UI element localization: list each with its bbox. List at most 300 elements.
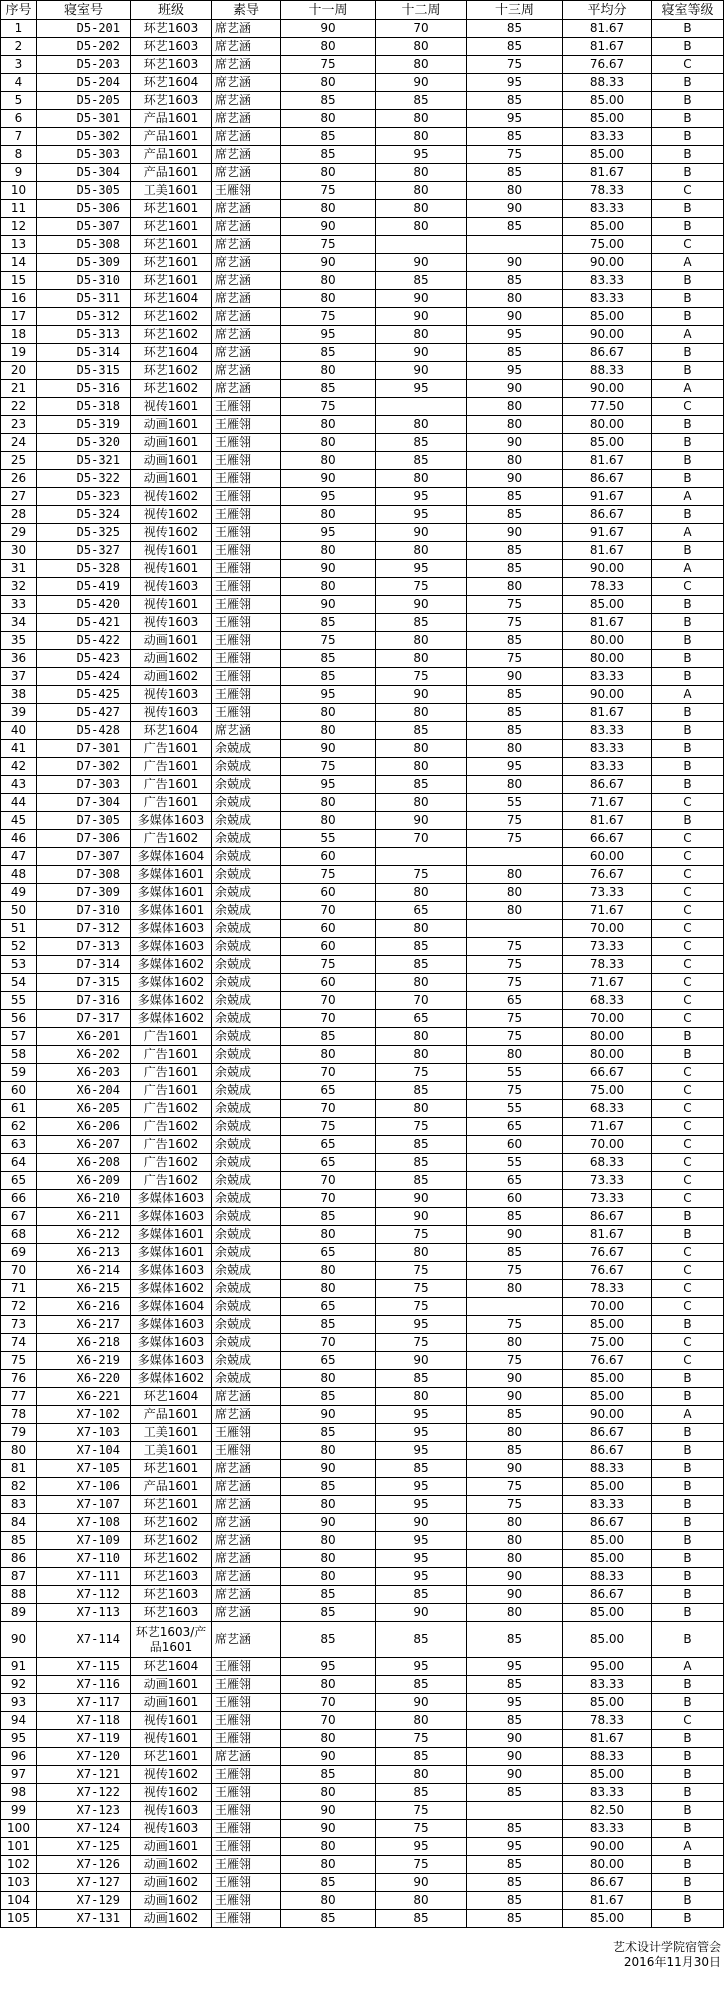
cell-class: 广告1601: [131, 758, 212, 776]
cell-class: 广告1601: [131, 776, 212, 794]
cell-grade: C: [652, 1064, 724, 1082]
cell-advisor: 余兢成: [212, 1244, 281, 1262]
cell-advisor: 王雁翎: [212, 686, 281, 704]
cell-class: 广告1602: [131, 1100, 212, 1118]
cell-average: 68.33: [563, 1100, 652, 1118]
cell-week-12: 75: [376, 668, 467, 686]
cell-grade: B: [652, 1424, 724, 1442]
cell-week-12: 85: [376, 1370, 467, 1388]
cell-class: 环艺1603: [131, 1586, 212, 1604]
cell-week-13: 55: [467, 1154, 563, 1172]
cell-index: 85: [1, 1532, 37, 1550]
table-row: [1, 1118, 724, 1136]
cell-index: 88: [1, 1586, 37, 1604]
cell-grade: C: [652, 866, 724, 884]
cell-grade: C: [652, 236, 724, 254]
cell-week-13: 80: [467, 452, 563, 470]
cell-index: 72: [1, 1298, 37, 1316]
table-row: [1, 560, 724, 578]
cell-advisor: 余兢成: [212, 866, 281, 884]
cell-class: 环艺1604: [131, 74, 212, 92]
cell-week-11: 80: [281, 1550, 376, 1568]
cell-room: D5-201: [37, 20, 131, 38]
cell-index: 69: [1, 1244, 37, 1262]
cell-grade: B: [652, 614, 724, 632]
cell-advisor: 余兢成: [212, 1154, 281, 1172]
cell-class: 多媒体1602: [131, 974, 212, 992]
cell-advisor: 余兢成: [212, 812, 281, 830]
cell-average: 78.33: [563, 1280, 652, 1298]
cell-average: 80.00: [563, 416, 652, 434]
cell-class: 视传1601: [131, 1730, 212, 1748]
cell-room: X6-212: [37, 1226, 131, 1244]
cell-week-11: 80: [281, 434, 376, 452]
cell-room: D5-422: [37, 632, 131, 650]
cell-week-13: 80: [467, 884, 563, 902]
cell-week-12: 95: [376, 1838, 467, 1856]
cell-grade: B: [652, 1622, 724, 1658]
cell-grade: C: [652, 884, 724, 902]
cell-room: X7-131: [37, 1910, 131, 1928]
table-row: [1, 1550, 724, 1568]
cell-room: X6-218: [37, 1334, 131, 1352]
cell-average: 83.33: [563, 1784, 652, 1802]
cell-week-13: 85: [467, 560, 563, 578]
cell-week-11: 80: [281, 1532, 376, 1550]
cell-week-11: 85: [281, 92, 376, 110]
cell-class: 视传1601: [131, 596, 212, 614]
cell-advisor: 席艺涵: [212, 1496, 281, 1514]
cell-week-12: 75: [376, 1262, 467, 1280]
cell-average: 86.67: [563, 776, 652, 794]
cell-class: 环艺1603: [131, 92, 212, 110]
cell-class: 多媒体1601: [131, 1226, 212, 1244]
cell-advisor: 王雁翎: [212, 1784, 281, 1802]
cell-class: 环艺1601: [131, 272, 212, 290]
cell-average: 90.00: [563, 326, 652, 344]
cell-grade: C: [652, 902, 724, 920]
cell-room: X6-214: [37, 1262, 131, 1280]
table-row: [1, 344, 724, 362]
cell-week-13: 80: [467, 1046, 563, 1064]
cell-room: D7-310: [37, 902, 131, 920]
cell-room: X7-112: [37, 1586, 131, 1604]
cell-week-12: 80: [376, 884, 467, 902]
cell-index: 44: [1, 794, 37, 812]
cell-room: X6-204: [37, 1082, 131, 1100]
cell-advisor: 席艺涵: [212, 200, 281, 218]
cell-average: 85.00: [563, 146, 652, 164]
cell-week-12: 80: [376, 110, 467, 128]
cell-grade: B: [652, 416, 724, 434]
cell-week-13: 90: [467, 434, 563, 452]
cell-advisor: 席艺涵: [212, 1460, 281, 1478]
cell-class: 环艺1601: [131, 200, 212, 218]
cell-week-13: 85: [467, 164, 563, 182]
cell-room: X7-110: [37, 1550, 131, 1568]
cell-week-13: 85: [467, 1856, 563, 1874]
cell-grade: C: [652, 1136, 724, 1154]
cell-week-13: 80: [467, 1532, 563, 1550]
cell-room: D7-317: [37, 1010, 131, 1028]
cell-week-12: 85: [376, 1676, 467, 1694]
cell-advisor: 王雁翎: [212, 1910, 281, 1928]
cell-class: 产品1601: [131, 164, 212, 182]
cell-week-11: 80: [281, 542, 376, 560]
table-row: [1, 1226, 724, 1244]
cell-week-12: 70: [376, 20, 467, 38]
table-row: [1, 74, 724, 92]
cell-week-11: 80: [281, 1262, 376, 1280]
cell-week-13: 90: [467, 254, 563, 272]
cell-class: 多媒体1603: [131, 920, 212, 938]
cell-week-12: 90: [376, 254, 467, 272]
cell-week-12: 90: [376, 290, 467, 308]
cell-grade: B: [652, 596, 724, 614]
cell-average: 76.67: [563, 1352, 652, 1370]
cell-week-12: 80: [376, 1244, 467, 1262]
cell-grade: B: [652, 344, 724, 362]
cell-grade: B: [652, 1226, 724, 1244]
table-row: [1, 596, 724, 614]
table-row: [1, 1028, 724, 1046]
cell-week-12: 95: [376, 1550, 467, 1568]
cell-average: 73.33: [563, 1190, 652, 1208]
header-row: [1, 1, 724, 20]
cell-class: 环艺1602: [131, 1550, 212, 1568]
table-row: [1, 326, 724, 344]
table-row: [1, 200, 724, 218]
cell-average: 86.67: [563, 1514, 652, 1532]
cell-week-13: 75: [467, 56, 563, 74]
cell-week-13: 90: [467, 1370, 563, 1388]
cell-room: D5-305: [37, 182, 131, 200]
cell-week-12: 80: [376, 974, 467, 992]
cell-index: 56: [1, 1010, 37, 1028]
cell-week-11: 80: [281, 1730, 376, 1748]
cell-week-11: 65: [281, 1352, 376, 1370]
cell-class: 多媒体1601: [131, 1244, 212, 1262]
cell-week-13: 85: [467, 272, 563, 290]
cell-average: 83.33: [563, 668, 652, 686]
cell-class: 环艺1603: [131, 38, 212, 56]
cell-week-13: 85: [467, 128, 563, 146]
cell-week-11: 90: [281, 20, 376, 38]
cell-week-12: 90: [376, 1352, 467, 1370]
table-row: [1, 1874, 724, 1892]
cell-room: X6-208: [37, 1154, 131, 1172]
cell-grade: B: [652, 1478, 724, 1496]
cell-advisor: 席艺涵: [212, 1586, 281, 1604]
cell-average: 85.00: [563, 1316, 652, 1334]
cell-advisor: 余兢成: [212, 1136, 281, 1154]
cell-grade: B: [652, 650, 724, 668]
cell-average: 76.67: [563, 56, 652, 74]
cell-week-13: 90: [467, 1388, 563, 1406]
cell-grade: B: [652, 1766, 724, 1784]
cell-grade: C: [652, 398, 724, 416]
cell-week-12: 95: [376, 1658, 467, 1676]
cell-grade: C: [652, 956, 724, 974]
cell-week-12: 65: [376, 902, 467, 920]
cell-grade: B: [652, 164, 724, 182]
cell-week-12: 90: [376, 344, 467, 362]
cell-index: 52: [1, 938, 37, 956]
cell-average: 75.00: [563, 1334, 652, 1352]
cell-week-12: 85: [376, 722, 467, 740]
cell-class: 动画1602: [131, 668, 212, 686]
cell-week-11: 65: [281, 1244, 376, 1262]
cell-advisor: 席艺涵: [212, 92, 281, 110]
cell-week-12: 95: [376, 1424, 467, 1442]
cell-index: 9: [1, 164, 37, 182]
cell-week-13: 80: [467, 1280, 563, 1298]
cell-class: 环艺1604: [131, 722, 212, 740]
cell-room: X6-207: [37, 1136, 131, 1154]
table-row: [1, 20, 724, 38]
cell-advisor: 王雁翎: [212, 1856, 281, 1874]
cell-average: 80.00: [563, 632, 652, 650]
cell-grade: B: [652, 146, 724, 164]
table-row: [1, 956, 724, 974]
cell-average: 88.33: [563, 1568, 652, 1586]
table-row: [1, 524, 724, 542]
cell-week-12: 75: [376, 1226, 467, 1244]
cell-average: 81.67: [563, 614, 652, 632]
cell-average: 68.33: [563, 1154, 652, 1172]
cell-advisor: 席艺涵: [212, 1622, 281, 1658]
cell-grade: B: [652, 1586, 724, 1604]
cell-class: 动画1602: [131, 1856, 212, 1874]
cell-average: 85.00: [563, 1388, 652, 1406]
cell-class: 动画1601: [131, 1694, 212, 1712]
cell-week-12: 75: [376, 1064, 467, 1082]
table-row: [1, 1046, 724, 1064]
cell-advisor: 余兢成: [212, 1208, 281, 1226]
cell-week-13: 85: [467, 632, 563, 650]
cell-week-12: 80: [376, 1388, 467, 1406]
cell-week-11: 95: [281, 1658, 376, 1676]
cell-week-12: 85: [376, 956, 467, 974]
cell-average: 86.67: [563, 1442, 652, 1460]
table-row: [1, 1478, 724, 1496]
cell-grade: C: [652, 578, 724, 596]
cell-grade: A: [652, 560, 724, 578]
cell-advisor: 席艺涵: [212, 722, 281, 740]
cell-average: 85.00: [563, 1532, 652, 1550]
cell-average: 81.67: [563, 1730, 652, 1748]
cell-week-11: 85: [281, 1028, 376, 1046]
cell-advisor: 余兢成: [212, 1028, 281, 1046]
table-row: [1, 164, 724, 182]
cell-room: X6-221: [37, 1388, 131, 1406]
cell-index: 30: [1, 542, 37, 560]
cell-grade: C: [652, 830, 724, 848]
cell-week-11: 80: [281, 290, 376, 308]
cell-week-11: 85: [281, 380, 376, 398]
cell-week-13: 75: [467, 650, 563, 668]
footer-date: 2016年11月30日: [623, 1955, 721, 1969]
cell-room: X7-127: [37, 1874, 131, 1892]
cell-grade: A: [652, 254, 724, 272]
cell-advisor: 王雁翎: [212, 1892, 281, 1910]
cell-advisor: 余兢成: [212, 1064, 281, 1082]
cell-week-12: 85: [376, 272, 467, 290]
cell-week-13: 60: [467, 1136, 563, 1154]
cell-average: 85.00: [563, 1910, 652, 1928]
cell-week-12: 90: [376, 308, 467, 326]
cell-week-12: 80: [376, 56, 467, 74]
cell-grade: B: [652, 272, 724, 290]
cell-week-13: 75: [467, 1352, 563, 1370]
cell-average: 86.67: [563, 1424, 652, 1442]
cell-index: 7: [1, 128, 37, 146]
cell-week-13: 85: [467, 1676, 563, 1694]
table-row: [1, 1712, 724, 1730]
cell-week-11: 90: [281, 740, 376, 758]
table-row: [1, 866, 724, 884]
cell-grade: A: [652, 1838, 724, 1856]
cell-average: 85.00: [563, 110, 652, 128]
cell-advisor: 余兢成: [212, 1370, 281, 1388]
cell-week-13: [467, 236, 563, 254]
cell-week-13: 75: [467, 1496, 563, 1514]
cell-week-11: 90: [281, 1820, 376, 1838]
cell-advisor: 王雁翎: [212, 1712, 281, 1730]
cell-week-13: 95: [467, 1838, 563, 1856]
cell-average: 81.67: [563, 1892, 652, 1910]
cell-class: 环艺1601: [131, 218, 212, 236]
cell-grade: B: [652, 1784, 724, 1802]
cell-week-12: 85: [376, 938, 467, 956]
cell-room: X6-202: [37, 1046, 131, 1064]
cell-grade: C: [652, 974, 724, 992]
cell-average: 95.00: [563, 1658, 652, 1676]
table-row: [1, 506, 724, 524]
cell-average: 85.00: [563, 1766, 652, 1784]
cell-room: D5-323: [37, 488, 131, 506]
cell-advisor: 王雁翎: [212, 434, 281, 452]
cell-advisor: 席艺涵: [212, 146, 281, 164]
cell-class: 视传1601: [131, 560, 212, 578]
cell-class: 多媒体1604: [131, 848, 212, 866]
cell-week-11: 75: [281, 56, 376, 74]
cell-class: 视传1601: [131, 398, 212, 416]
cell-room: D5-313: [37, 326, 131, 344]
cell-week-12: 75: [376, 1856, 467, 1874]
cell-week-13: 75: [467, 1010, 563, 1028]
table-row: [1, 1280, 724, 1298]
cell-week-13: 85: [467, 1622, 563, 1658]
cell-week-11: 80: [281, 362, 376, 380]
cell-index: 21: [1, 380, 37, 398]
cell-index: 71: [1, 1280, 37, 1298]
cell-week-11: 80: [281, 1838, 376, 1856]
cell-week-12: 90: [376, 1190, 467, 1208]
cell-grade: A: [652, 524, 724, 542]
cell-index: 93: [1, 1694, 37, 1712]
cell-grade: B: [652, 1532, 724, 1550]
cell-room: D5-428: [37, 722, 131, 740]
cell-average: 83.33: [563, 1676, 652, 1694]
cell-room: X6-215: [37, 1280, 131, 1298]
cell-week-13: 80: [467, 1514, 563, 1532]
table-row: [1, 380, 724, 398]
cell-week-13: 85: [467, 686, 563, 704]
cell-advisor: 王雁翎: [212, 1442, 281, 1460]
cell-advisor: 王雁翎: [212, 452, 281, 470]
cell-class: 多媒体1602: [131, 956, 212, 974]
header-advisor: 素导: [212, 1, 281, 20]
cell-room: D5-427: [37, 704, 131, 722]
cell-advisor: 席艺涵: [212, 1514, 281, 1532]
cell-room: D5-322: [37, 470, 131, 488]
cell-average: 83.33: [563, 722, 652, 740]
cell-average: 81.67: [563, 812, 652, 830]
header-week-12: 十二周: [376, 1, 467, 20]
cell-room: X7-121: [37, 1766, 131, 1784]
table-row: [1, 578, 724, 596]
cell-room: X7-111: [37, 1568, 131, 1586]
cell-week-12: 85: [376, 1172, 467, 1190]
table-row: [1, 1064, 724, 1082]
cell-average: 73.33: [563, 1172, 652, 1190]
cell-grade: B: [652, 1802, 724, 1820]
cell-week-13: 80: [467, 776, 563, 794]
cell-class: 多媒体1601: [131, 884, 212, 902]
cell-grade: C: [652, 1190, 724, 1208]
table-row: [1, 884, 724, 902]
cell-average: 81.67: [563, 452, 652, 470]
table-row: [1, 92, 724, 110]
cell-week-11: 80: [281, 200, 376, 218]
cell-room: D5-316: [37, 380, 131, 398]
cell-week-11: 65: [281, 1136, 376, 1154]
cell-week-12: 95: [376, 488, 467, 506]
cell-week-13: 85: [467, 1712, 563, 1730]
cell-class: 动画1601: [131, 1838, 212, 1856]
cell-advisor: 王雁翎: [212, 1820, 281, 1838]
cell-room: D5-319: [37, 416, 131, 434]
table-row: [1, 308, 724, 326]
cell-week-13: 95: [467, 74, 563, 92]
cell-week-12: 75: [376, 578, 467, 596]
cell-class: 多媒体1602: [131, 1280, 212, 1298]
cell-index: 63: [1, 1136, 37, 1154]
cell-week-13: 85: [467, 38, 563, 56]
cell-index: 92: [1, 1676, 37, 1694]
cell-index: 34: [1, 614, 37, 632]
cell-index: 53: [1, 956, 37, 974]
cell-week-13: 65: [467, 1118, 563, 1136]
cell-week-12: 80: [376, 218, 467, 236]
cell-room: X7-125: [37, 1838, 131, 1856]
cell-week-11: 90: [281, 1460, 376, 1478]
cell-advisor: 余兢成: [212, 1118, 281, 1136]
cell-week-13: 80: [467, 398, 563, 416]
cell-grade: B: [652, 758, 724, 776]
cell-average: 85.00: [563, 1370, 652, 1388]
cell-average: 83.33: [563, 200, 652, 218]
cell-average: 80.00: [563, 650, 652, 668]
cell-advisor: 余兢成: [212, 938, 281, 956]
cell-index: 62: [1, 1118, 37, 1136]
cell-week-13: 85: [467, 1208, 563, 1226]
cell-week-11: 85: [281, 1910, 376, 1928]
cell-week-11: 85: [281, 614, 376, 632]
cell-index: 27: [1, 488, 37, 506]
cell-index: 100: [1, 1820, 37, 1838]
